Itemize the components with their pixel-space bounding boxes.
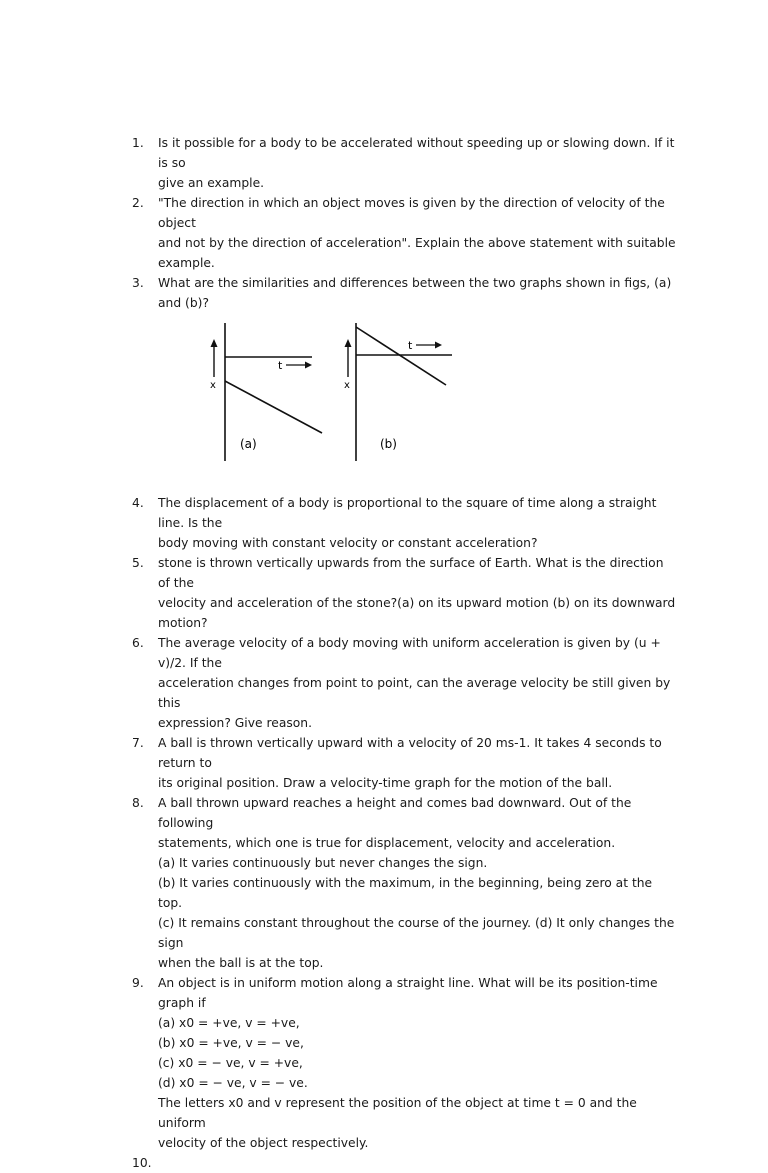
question-text-line: give an example. [158, 176, 265, 190]
question-number: 1. [132, 136, 144, 150]
question-3 [132, 273, 677, 313]
graph-b-line [356, 327, 446, 385]
question-text-line: and not by the direction of acceleration". Explain the above statement with suitable [158, 236, 676, 250]
position-time-graphs-figure [158, 317, 677, 489]
question-text-line: "The direction in which an object moves is given by the direction of velocity of the object [158, 196, 665, 230]
question-8 [132, 793, 677, 973]
question-text-line: A ball thrown upward reaches a height and comes bad downward. Out of the following [158, 796, 632, 830]
question-number: 8. [132, 796, 144, 810]
question-text-line: The average velocity of a body moving with uniform acceleration is given by (u + v)/2. If the [158, 636, 661, 670]
graph-a-t-label: t [278, 359, 283, 372]
graph-a-caption: (a) [240, 437, 257, 451]
question-option: (c) It remains constant throughout the course of the journey. (d) It only changes the sign [158, 916, 675, 950]
question-option: (d) x0 = − ve, v = − ve. [158, 1076, 308, 1090]
question-number: 6. [132, 636, 144, 650]
question-number: 5. [132, 556, 144, 570]
question-number: 7. [132, 736, 144, 750]
question-text-line: What are the similarities and differences between the two graphs shown in figs, (a) and (b)? [158, 276, 672, 310]
graph-a-line [225, 381, 322, 433]
question-text-line: example. [158, 256, 215, 270]
question-number: 3. [132, 276, 144, 290]
question-option: when the ball is at the top. [158, 956, 324, 970]
question-9 [132, 973, 677, 1153]
question-text-line: statements, which one is true for displacement, velocity and acceleration. [158, 836, 616, 850]
question-option: (b) It varies continuously with the maximum, in the beginning, being zero at the top. [158, 876, 653, 910]
question-text-line: An object is in uniform motion along a straight line. What will be its position-time graph if [158, 976, 658, 1010]
question-option: (b) x0 = +ve, v = − ve, [158, 1036, 304, 1050]
graph-b [344, 323, 452, 461]
question-option: (c) x0 = − ve, v = +ve, [158, 1056, 303, 1070]
question-text-line: The displacement of a body is proportional to the square of time along a straight line. Is the [158, 496, 657, 530]
graph-a [210, 323, 322, 461]
question-text-line: its original position. Draw a velocity-time graph for the motion of the ball. [158, 776, 613, 790]
graph-a-x-label: x [210, 380, 216, 391]
question-number: 9. [132, 976, 144, 990]
question-2 [132, 193, 677, 273]
question-number: 4. [132, 496, 144, 510]
question-10 [132, 1153, 677, 1173]
graph-b-x-label: x [344, 380, 350, 391]
question-option: (a) It varies continuously but never changes the sign. [158, 856, 488, 870]
question-1 [132, 133, 677, 193]
question-number: 2. [132, 196, 144, 210]
question-text-line: velocity and acceleration of the stone?(a) on its upward motion (b) on its downward [158, 596, 676, 610]
question-4 [132, 493, 677, 553]
question-text-line: velocity of the object respectively. [158, 1136, 369, 1150]
question-7 [132, 733, 677, 793]
question-text-line: body moving with constant velocity or constant acceleration? [158, 536, 538, 550]
question-list [132, 133, 677, 1173]
question-text-line: A ball is thrown vertically upward with a velocity of 20 ms-1. It takes 4 seconds to return to [158, 736, 662, 770]
question-6 [132, 633, 677, 733]
question-text-line: expression? Give reason. [158, 716, 312, 730]
question-option: (a) x0 = +ve, v = +ve, [158, 1016, 300, 1030]
question-5 [132, 553, 677, 633]
question-text-line: Is it possible for a body to be accelerated without speeding up or slowing down. If it is so [158, 136, 675, 170]
question-text-line: motion? [158, 616, 208, 630]
graphs-svg [160, 317, 460, 487]
graph-b-t-label: t [408, 339, 413, 352]
question-text-line: stone is thrown vertically upwards from the surface of Earth. What is the direction of the [158, 556, 664, 590]
question-text-line: The letters x0 and v represent the position of the object at time t = 0 and the uniform [158, 1096, 637, 1130]
graph-b-caption: (b) [380, 437, 397, 451]
question-text-line: acceleration changes from point to point, can the average velocity be still given by this [158, 676, 671, 710]
question-number: 10. [132, 1156, 152, 1170]
